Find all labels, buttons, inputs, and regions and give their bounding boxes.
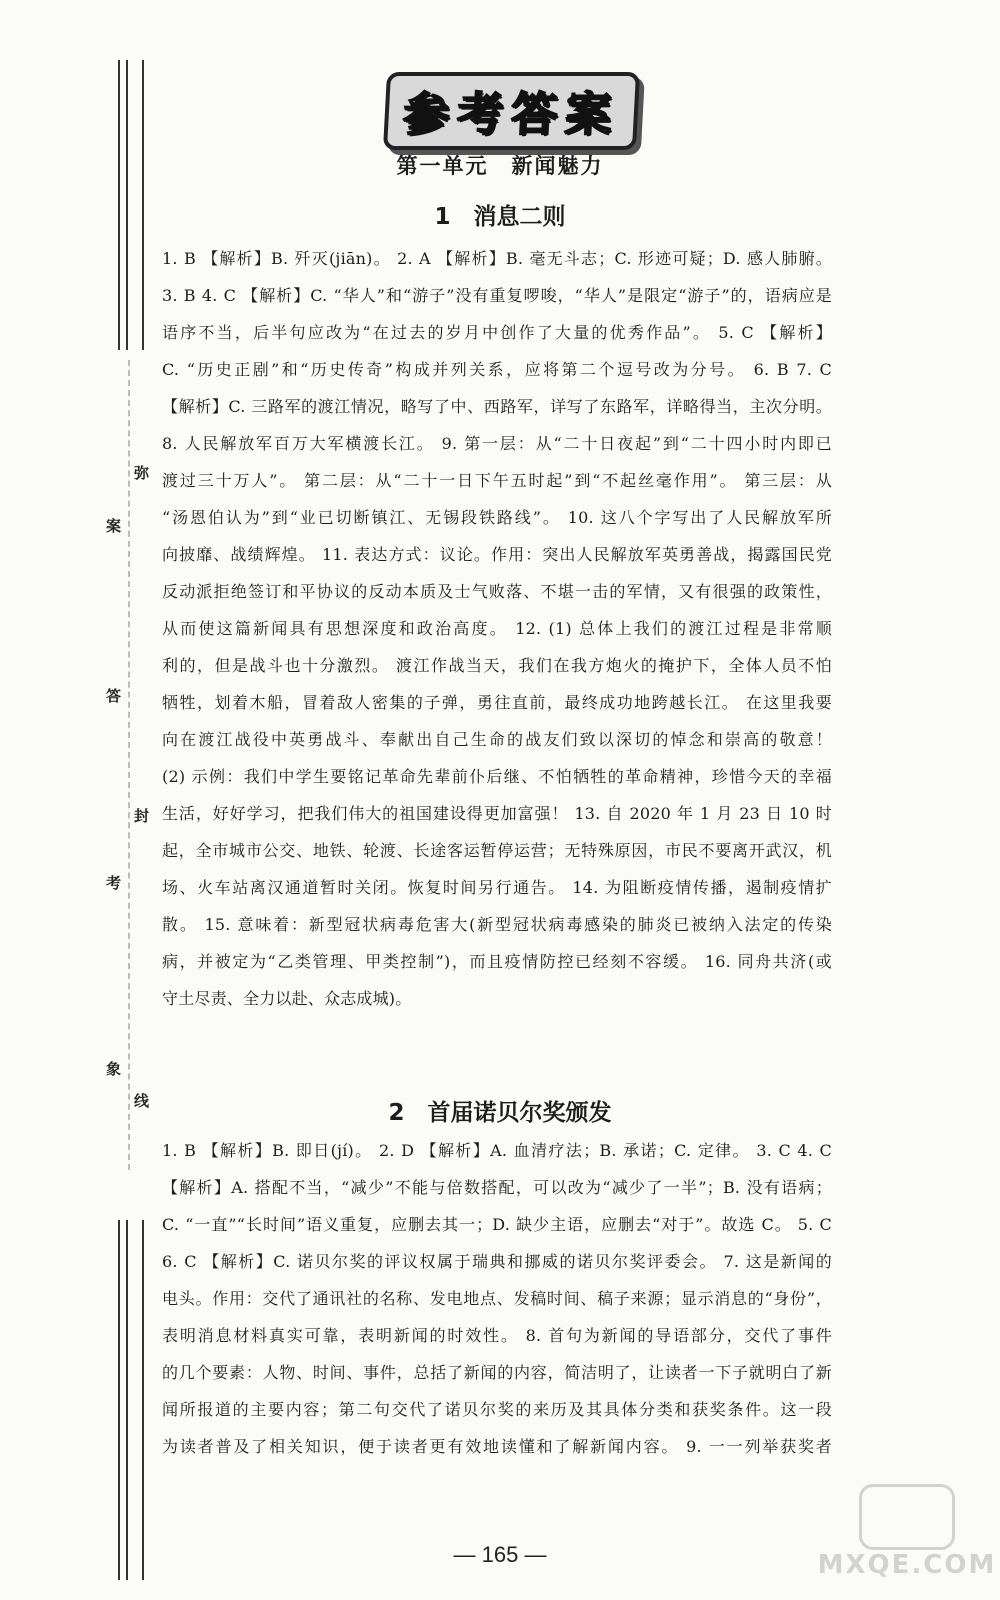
margin-char: 封 [134,807,150,825]
section-title: 2 首届诺贝尔奖颁发 [388,1100,612,1126]
text-line: 从而使这篇新闻具有思想深度和政治高度。 12. (1) 总体上我们的渡江过程是非常顺 [162,619,832,638]
margin-char: 案 [106,517,122,535]
text-line: 起，全市城市公交、地铁、轮渡、长途客运暂停运营；无特殊原因，市民不要离开武汉，机 [162,841,832,860]
section-title: 1 消息二则 [434,204,566,230]
text-line: “汤恩伯认为”到“业已切断镇江、无锡段铁路线”。 10. 这八个字写出了人民解放军所 [162,508,832,527]
text-line: 渡过三十万人”。 第二层：从“二十一日下午五时起”到“不起丝毫作用”。 第三层：从 [162,471,832,490]
margin-char: 线 [134,1092,150,1110]
watermark-text: MXQE.COM [817,1550,997,1580]
unit-title: 第一单元 新闻魅力 [396,154,604,178]
text-line: 的几个要素：人物、时间、事件，总括了新闻的内容，简洁明了，让读者一下子就明白了新 [162,1363,832,1382]
text-line: 散。 15. 意味着：新型冠状病毒危害大(新型冠状病毒感染的肺炎已被纳入法定的传染 [162,915,832,934]
text-line: 【解析】C. 三路军的渡江情况，略写了中、西路军，详写了东路军，详略得当，主次分明。 [162,397,832,416]
text-line: 向在渡江战役中英勇战斗、奉献出自己生命的战友们致以深切的悼念和崇高的敬意！ [162,730,832,749]
text-line: 1. B 【解析】B. 歼灭(jiān)。 2. A 【解析】B. 毫无斗志；C. 形迹可疑；D. 感人肺腑。 [162,249,832,268]
text-line: 向披靡、战绩辉煌。 11. 表达方式：议论。作用：突出人民解放军英勇善战，揭露国民党 [162,545,832,564]
margin-char: 弥 [134,464,150,482]
text-line: 利的，但是战斗也十分激烈。 渡江作战当天，我们在我方炮火的掩护下，全体人员不怕 [162,656,832,675]
text-line: 生活，好好学习，把我们伟大的祖国建设得更加富强！ 13. 自 2020 年 1 月 23 日 10 时 [162,804,832,823]
text-line: 牺牲，划着木船，冒着敌人密集的子弹，勇往直前，最终成功地跨越长江。 在这里我要 [162,693,832,712]
text-line: C. “历史正剧”和“历史传奇”构成并列关系，应将第二个逗号改为分号。 6. B 7. C [162,360,832,379]
watermark-badge-icon [859,1484,955,1550]
margin-char: 答 [106,687,122,705]
watermark-logo [817,1472,997,1592]
margin-rule [126,1220,128,1580]
text-line: 3. B 4. C 【解析】C. “华人”和“游子”没有重复啰唆，“华人”是限定“游子”的，语病应是 [162,286,832,305]
margin-rule [118,1220,120,1580]
text-line: 电头。作用：交代了通讯社的名称、发电地点、发稿时间、稿子来源；显示消息的“身份”， [162,1289,832,1308]
text-line: 闻所报道的主要内容；第二句交代了诺贝尔奖的来历及其具体分类和获奖条件。这一段 [162,1400,832,1419]
section-body [162,240,832,1017]
section-body [162,1132,832,1465]
margin-char: 考 [106,874,122,892]
text-line: 【解析】A. 搭配不当，“减少”不能与倍数搭配，可以改为“减少了一半”；B. 没有语病； [162,1178,832,1197]
text-line: 场、火车站离汉通道暂时关闭。恢复时间另行通告。 14. 为阻断疫情传播，遏制疫情扩 [162,878,832,897]
text-line: 病，并被定为“乙类管理、甲类控制”)，而且疫情防控已经刻不容缓。 16. 同舟共济(或 [162,952,832,971]
text-line: (2) 示例：我们中学生要铭记革命先辈前仆后继、不怕牺牲的革命精神，珍惜今天的幸福 [162,767,832,786]
text-line: 8. 人民解放军百万大军横渡长江。 9. 第一层：从“二十日夜起”到“二十四小时内即已 [162,434,832,453]
margin-char: 象 [106,1060,122,1078]
text-line: 表明消息材料真实可靠，表明新闻的时效性。 8. 首句为新闻的导语部分，交代了事件 [162,1326,832,1345]
answer-key-banner [383,72,640,150]
text-line: 守土尽责、全力以赴、众志成城)。 [162,989,412,1008]
text-line: 语序不当，后半句应改为“在过去的岁月中创作了大量的优秀作品”。 5. C 【解析】 [162,323,832,342]
cut-line [128,360,130,1170]
margin-rule [142,1220,144,1580]
page-number: — 165 — [453,1542,547,1567]
text-line: 反动派拒绝签订和平协议的反动本质及士气败落、不堪一击的军情，又有很强的政策性， [162,582,832,601]
text-line: 6. C 【解析】C. 诺贝尔奖的评议权属于瑞典和挪威的诺贝尔奖评委会。 7. 这是新闻的 [162,1252,832,1271]
text-line: 1. B 【解析】B. 即日(jí)。 2. D 【解析】A. 血清疗法；B. 承诺；C. 定律。 3. C 4. C [162,1141,832,1160]
text-line: C. “一直”“长时间”语义重复，应删去其一；D. 缺少主语，应删去“对于”。故选 C。 5. C [162,1215,832,1234]
text-line: 为读者普及了相关知识，便于读者更有效地读懂和了解新闻内容。 9. 一一列举获奖者 [162,1437,832,1456]
page-title: 参考答案 [401,87,621,141]
